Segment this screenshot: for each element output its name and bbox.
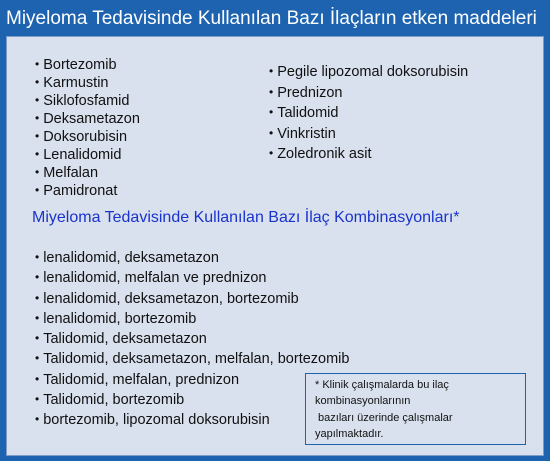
footnote-line: * Klinik çalışmalarda bu ilaç <box>315 379 449 391</box>
list-item: • lenalidomid, deksametazon <box>35 248 349 268</box>
list-item: • Deksametazon <box>35 110 140 128</box>
list-item: • Karmustin <box>35 74 140 92</box>
combinations-list <box>35 248 349 431</box>
list-item: • Pamidronat <box>35 182 140 200</box>
active-ingredients-list-left <box>35 56 140 200</box>
footnote-box <box>305 373 526 445</box>
footnote-line: kombinasyonlarının <box>315 395 411 408</box>
page-title: Miyeloma Tedavisinde Kullanılan Bazı İlaçların etken maddeleri <box>6 8 537 29</box>
footnote-line: yapılmaktadır. <box>315 427 384 440</box>
list-item: • Melfalan <box>35 164 140 182</box>
list-item: • Doksorubisin <box>35 128 140 146</box>
list-item: • Vinkristin <box>269 124 468 145</box>
list-item: • Zoledronik asit <box>269 144 468 165</box>
content-panel <box>6 36 544 456</box>
footnote-line: bazıları üzerinde çalışmalar <box>315 411 453 424</box>
list-item: • Talidomid, bortezomib <box>35 390 349 410</box>
list-item: • Talidomid, melfalan, prednizon <box>35 370 349 390</box>
list-item: • Bortezomib <box>35 56 140 74</box>
list-item: • Prednizon <box>269 83 468 104</box>
list-item: • Talidomid, deksametazon, melfalan, bortezomib <box>35 349 349 369</box>
list-item: • lenalidomid, bortezomib <box>35 309 349 329</box>
list-item: • bortezomib, lipozomal doksorubisin <box>35 410 349 430</box>
list-item: • lenalidomid, melfalan ve prednizon <box>35 268 349 288</box>
list-item: • Talidomid, deksametazon <box>35 329 349 349</box>
list-item: • Lenalidomid <box>35 146 140 164</box>
list-item: • Siklofosfamid <box>35 92 140 110</box>
active-ingredients-list-right <box>269 62 468 165</box>
list-item: • lenalidomid, deksametazon, bortezomib <box>35 289 349 309</box>
list-item: • Talidomid <box>269 103 468 124</box>
combinations-heading: Miyeloma Tedavisinde Kullanılan Bazı İlaç Kombinasyonları* <box>32 209 460 226</box>
list-item: • Pegile lipozomal doksorubisin <box>269 62 468 83</box>
